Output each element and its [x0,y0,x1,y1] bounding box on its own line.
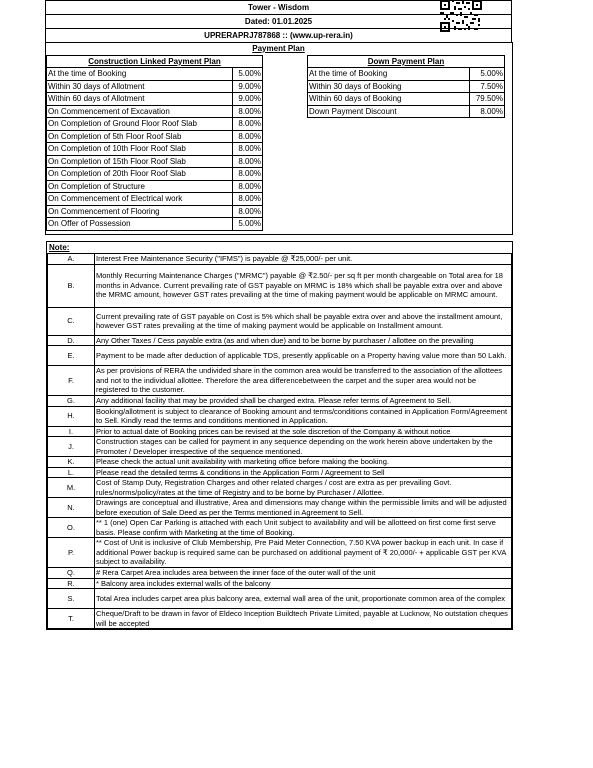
note-key: A. [48,254,95,264]
down-payment-row [308,105,505,118]
note-key: N. [48,498,95,518]
construction-linked-percentage: 9.00% [233,80,263,93]
construction-linked-row [47,218,263,231]
note-key: T. [48,609,95,629]
note-text: Monthly Recurring Maintenance Charges ("MRMC") payable @ ₹2.50/- per sq ft per month chargeable on Total area for 18 months in Advance. Current prevailing rate of GST payable on MRMC is 18% which shall be payable extra over and above the MRMC amount, however GST rates prevailing at the time of making payment would be applicable on MRMC amount. [95,264,512,307]
note-text: Construction stages can be called for payment in any sequence depending on the work herein above undertaken by the Promoter / Developer irrespective of the sequence mentioned. [95,437,512,457]
construction-linked-percentage: 9.00% [233,93,263,106]
construction-linked-row [47,193,263,206]
construction-linked-stage-label: On Commencement of Electrical work [47,193,233,206]
note-row [48,589,512,609]
construction-linked-stage-label: At the time of Booking [47,68,233,81]
down-payment-row [308,68,505,81]
note-row [48,518,512,538]
note-row [48,396,512,407]
construction-linked-stage-label: On Completion of Structure [47,180,233,193]
note-key: J. [48,437,95,457]
rera-registration: UPRERAPRJ787868 :: (www.up-rera.in) [204,31,353,40]
construction-linked-percentage: 8.00% [233,105,263,118]
construction-linked-row [47,80,263,93]
construction-linked-percentage: 5.00% [233,68,263,81]
construction-linked-percentage: 8.00% [233,130,263,143]
construction-linked-stage-label: On Completion of Ground Floor Roof Slab [47,118,233,131]
construction-linked-stage-label: On Commencement of Flooring [47,205,233,218]
construction-linked-percentage: 8.00% [233,118,263,131]
note-row [48,609,512,629]
down-payment-stage-label: Down Payment Discount [308,105,470,118]
note-key: I. [48,426,95,437]
construction-linked-percentage: 8.00% [233,193,263,206]
construction-linked-stage-label: On Completion of 20th Floor Roof Slab [47,168,233,181]
note-row [48,467,512,478]
note-row [48,568,512,579]
construction-linked-row [47,205,263,218]
note-row [48,254,512,264]
construction-linked-percentage: 8.00% [233,205,263,218]
note-key: L. [48,467,95,478]
construction-linked-stage-label: On Offer of Possession [47,218,233,231]
construction-linked-row [47,143,263,156]
construction-linked-stage-label: On Completion of 5th Floor Roof Slab [47,130,233,143]
construction-linked-row [47,118,263,131]
note-text: # Rera Carpet Area includes area between the inner face of the outer wall of the unit [95,568,512,579]
note-key: C. [48,307,95,335]
down-payment-row [308,80,505,93]
note-text: Total Area includes carpet area plus balcony area, external wall area of the unit, proportionate common area of the complex [95,589,512,609]
construction-linked-heading: Construction Linked Payment Plan [47,56,263,68]
note-text: As per provisions of RERA the undivided share in the common area would be transferred to the association of the allottees and not to the individual allottee. Therefore the area differencebetween the carpet and the super area would not be registered to the customer. [95,366,512,396]
note-key: O. [48,518,95,538]
note-text: Cost of Stamp Duty, Registration Charges and other related charges / cost are extra as per prevailing Govt. rules/norms/policy/rates at the time of Registry and to be borne by Purchaser / Allottee. [95,478,512,498]
down-payment-heading: Down Payment Plan [308,56,505,68]
construction-linked-percentage: 8.00% [233,155,263,168]
tower-name: Tower - Wisdom [46,1,511,15]
note-key: K. [48,457,95,468]
construction-linked-row [47,180,263,193]
note-text: Interest Free Maintenance Security ("IFMS") is payable @ ₹25,000/- per unit. [95,254,512,264]
construction-linked-stage-label: On Completion of 10th Floor Roof Slab [47,143,233,156]
note-text: Booking/allotment is subject to clearance of Booking amount and terms/conditions contained in Application Form/Agreement to Sell. Kindly read the terms and conditions mentioned in Application. [95,406,512,426]
construction-linked-percentage: 8.00% [233,143,263,156]
note-key: B. [48,264,95,307]
note-text: Please read the detailed terms & conditions in the Application Form / Agreement to Sell [95,467,512,478]
down-payment-stage-label: Within 60 days of Booking [308,93,470,106]
note-row [48,437,512,457]
down-payment-percentage: 79.50% [470,93,505,106]
construction-linked-row [47,168,263,181]
note-key: S. [48,589,95,609]
header-block [45,0,512,43]
note-text: Any additional facility that may be provided shall be charged extra. Please refer terms of Agreement to Sell. [95,396,512,407]
down-payment-percentage: 7.50% [470,80,505,93]
construction-linked-percentage: 5.00% [233,218,263,231]
note-text: Drawings are conceptual and illustrative, Area and dimensions may change within the permissible limits and will be adjusted before execution of Sale Deed as per the Terms mentioned in Agreement to Sell. [95,498,512,518]
construction-linked-row [47,155,263,168]
note-row [48,478,512,498]
down-payment-stage-label: At the time of Booking [308,68,470,81]
note-text: Cheque/Draft to be drawn in favor of Eldeco Inception Buildtech Private Limited, payable at Lucknow, No outstation cheques will be accepted [95,609,512,629]
construction-linked-stage-label: Within 60 days of Allotment [47,93,233,106]
notes-table [47,254,512,629]
note-key: G. [48,396,95,407]
construction-linked-stage-label: Within 30 days of Allotment [47,80,233,93]
note-row [48,366,512,396]
note-row [48,498,512,518]
note-row [48,264,512,307]
note-row [48,457,512,468]
note-text: Payment to be made after deduction of applicable TDS, presently applicable on a Property having value more than 50 Lakh. [95,346,512,366]
note-row [48,406,512,426]
construction-linked-row [47,93,263,106]
note-row [48,426,512,437]
down-payment-table [307,55,505,118]
note-key: R. [48,578,95,589]
notes-section [46,241,513,630]
note-text: Please check the actual unit availability with marketing office before making the booking. [95,457,512,468]
note-text: Prior to actual date of Booking prices can be revised at the sole discretion of the Company & without notice [95,426,512,437]
down-payment-stage-label: Within 30 days of Booking [308,80,470,93]
construction-linked-stage-label: On Completion of 15th Floor Roof Slab [47,155,233,168]
note-row [48,307,512,335]
note-text: * Balcony area includes external walls of the balcony [95,578,512,589]
construction-linked-percentage: 8.00% [233,180,263,193]
down-payment-percentage: 5.00% [470,68,505,81]
note-key: E. [48,346,95,366]
note-text: ** 1 (one) Open Car Parking is attached with each Unit subject to availability and will be allotteed on first come first serve basis. Please confirm with Marketing at the time of Booking. [95,518,512,538]
down-payment-percentage: 8.00% [470,105,505,118]
construction-linked-percentage: 8.00% [233,168,263,181]
down-payment-row [308,93,505,106]
construction-linked-row [47,130,263,143]
note-row [48,578,512,589]
note-key: P. [48,538,95,568]
note-key: D. [48,335,95,346]
notes-title: Note: [47,242,512,254]
construction-linked-table [46,55,263,231]
construction-linked-stage-label: On Commencement of Excavation [47,105,233,118]
note-key: Q. [48,568,95,579]
note-row [48,538,512,568]
note-text: Current prevailing rate of GST payable on Cost is 5% which shall be payable extra over and above the installment amount, however GST rates prevailing at the time of making payment would be applicable on Installment amount. [95,307,512,335]
note-text: Any Other Taxes / Cess payable extra (as and when due) and to be borne by purchaser / allottee on the prevailing [95,335,512,346]
note-row [48,346,512,366]
note-key: H. [48,406,95,426]
dated-line: Dated: 01.01.2025 [46,15,511,29]
note-text: ** Cost of Unit is inclusive of Club Membership, Pre Paid Meter Connection, 7.50 KVA power backup in each unit. In case if additional Power backup is required same can be purchased on additional payment of ₹ 20,000/- + applicable GST per KVA subject to availability. [95,538,512,568]
construction-linked-row [47,68,263,81]
construction-linked-row [47,105,263,118]
payment-plan-title: Payment Plan [252,44,305,53]
note-key: M. [48,478,95,498]
note-key: F. [48,366,95,396]
note-row [48,335,512,346]
